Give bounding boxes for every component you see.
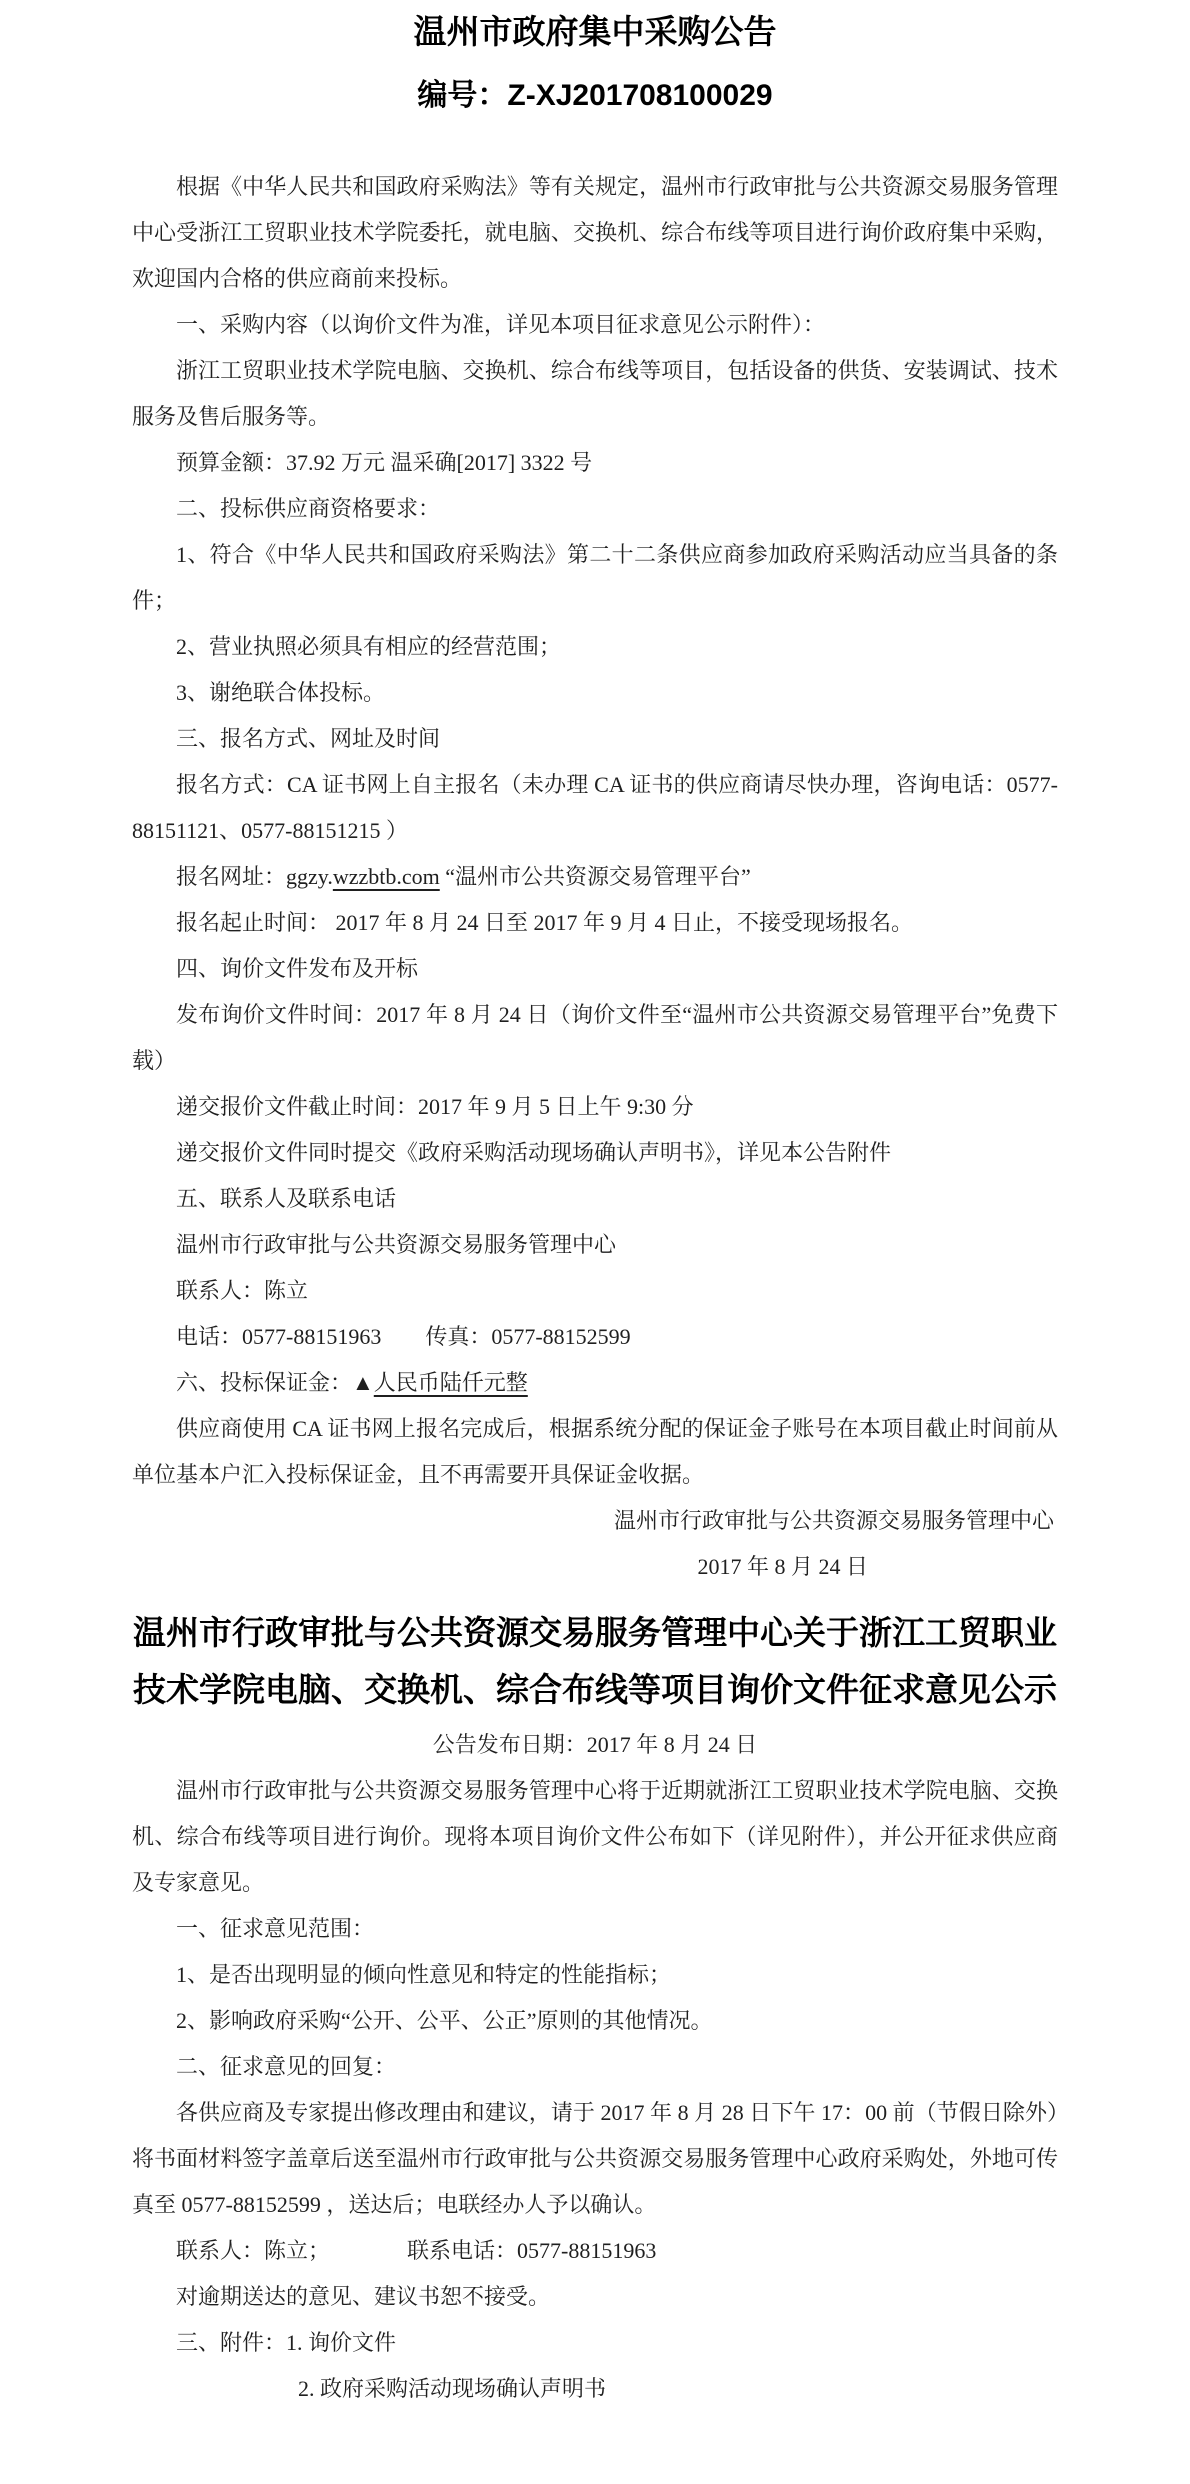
attachment-line-1 xyxy=(132,2320,1058,2366)
text-run: 2017 年 8 月 24 日 xyxy=(697,1554,868,1579)
text-run: 2、影响政府采购“公开、公平、公正”原则的其他情况。 xyxy=(176,2008,713,2033)
text-run: 递交报价文件截止时间：2017 年 9 月 5 日上午 9:30 分 xyxy=(176,1094,694,1119)
org-name xyxy=(132,1222,1058,1268)
announcement-1-body xyxy=(132,164,1058,1590)
underlined-text: 人民币陆仟元整 xyxy=(373,1370,528,1395)
qualification-2 xyxy=(132,624,1058,670)
declaration-note xyxy=(132,1130,1058,1176)
announcement-2-body xyxy=(132,1722,1058,2412)
text-run: 五、联系人及联系电话 xyxy=(176,1186,397,1211)
text-run: 1、是否出现明显的倾向性意见和特定的性能指标； xyxy=(176,1962,672,1987)
section-2-heading xyxy=(132,486,1058,532)
text-run: 二、投标供应商资格要求： xyxy=(176,496,441,521)
registration-url xyxy=(132,854,1058,900)
section-3-heading xyxy=(132,716,1058,762)
text-run: 各供应商及专家提出修改理由和建议，请于 2017 年 8 月 28 日下午 17：00 前（节假日除外）将书面材料签字盖章后送至温州市行政审批与公共资源交易服务管理中心政府采购处，外地可传真至 0577-88152599 ，送达后；电联经办人予以确认。 xyxy=(132,2100,1058,2217)
announcement-2 xyxy=(132,1604,1058,2412)
text-run: 二、征求意见的回复： xyxy=(176,2054,397,2079)
quote-deadline xyxy=(132,1084,1058,1130)
signature-date xyxy=(132,1544,1058,1590)
text-run: 公告发布日期：2017 年 8 月 24 日 xyxy=(432,1732,758,1757)
text-run: 报名起止时间： 2017 年 8 月 24 日至 2017 年 9 月 4 日止，不接受现场报名。 xyxy=(176,910,914,935)
text-run: 三、报名方式、网址及时间 xyxy=(176,726,441,751)
text-run: 供应商使用 CA 证书网上报名完成后，根据系统分配的保证金子账号在本项目截止时间前从单位基本户汇入投标保证金，且不再需要开具保证金收据。 xyxy=(132,1416,1058,1487)
text-run: 电话：0577-88151963 传真：0577-88152599 xyxy=(176,1324,631,1349)
deposit-note xyxy=(132,1406,1058,1498)
text-run: 温州市行政审批与公共资源交易服务管理中心 xyxy=(613,1508,1054,1533)
contact-line xyxy=(132,2228,1058,2274)
text-run: 递交报价文件同时提交《政府采购活动现场确认声明书》，详见本公告附件 xyxy=(176,1140,892,1165)
doc-number: 编号：Z-XJ201708100029 xyxy=(417,79,773,112)
text-run: 2. 政府采购活动现场确认声明书 xyxy=(298,2376,607,2401)
text-run: 联系人：陈立； 联系电话：0577-88151963 xyxy=(176,2238,657,2263)
section-1-heading xyxy=(132,302,1058,348)
reply-paragraph xyxy=(132,2090,1058,2228)
text-run: 发布询价文件时间：2017 年 8 月 24 日（询价文件至“温州市公共资源交易管理平台”免费下载） xyxy=(132,1002,1058,1073)
text-run: 2、营业执照必须具有相应的经营范围； xyxy=(176,634,562,659)
text-run: 3、谢绝联合体投标。 xyxy=(176,680,386,705)
text-run: 一、采购内容（以询价文件为准，详见本项目征求意见公示附件）： xyxy=(176,312,826,337)
section-6-heading xyxy=(132,1360,1058,1406)
phone-fax-line xyxy=(132,1314,1058,1360)
section-4-heading xyxy=(132,946,1058,992)
scope-item-2 xyxy=(132,1998,1058,2044)
page-title: 温州市政府集中采购公告 xyxy=(413,13,777,50)
text-run: 对逾期送达的意见、建议书恕不接受。 xyxy=(176,2284,551,2309)
text-run: 一、征求意见范围： xyxy=(176,1916,375,1941)
overdue-note xyxy=(132,2274,1058,2320)
text-run: 温州市行政审批与公共资源交易服务管理中心 xyxy=(176,1232,617,1257)
text-run: 浙江工贸职业技术学院电脑、交换机、综合布线等项目，包括设备的供货、安装调试、技术服务及售后服务等。 xyxy=(132,358,1058,429)
procurement-content xyxy=(132,348,1058,440)
text-run: 温州市行政审批与公共资源交易服务管理中心将于近期就浙江工贸职业技术学院电脑、交换机、综合布线等项目进行询价。现将本项目询价文件公布如下（详见附件），并公开征求供应商及专家意见。 xyxy=(132,1778,1058,1895)
contact-person xyxy=(132,1268,1058,1314)
registration-method xyxy=(132,762,1058,854)
qualification-1 xyxy=(132,532,1058,624)
text-run: 三、附件：1. 询价文件 xyxy=(176,2330,397,2355)
budget-line xyxy=(132,440,1058,486)
text-run: 六、投标保证金：▲ xyxy=(176,1370,374,1395)
intro-paragraph xyxy=(132,164,1058,302)
section-5-heading xyxy=(132,1176,1058,1222)
announcement-2-title: 温州市行政审批与公共资源交易服务管理中心关于浙江工贸职业技术学院电脑、交换机、综合布线等项目询价文件征求意见公示 xyxy=(133,1614,1057,1708)
registration-period xyxy=(132,900,1058,946)
text-run: 四、询价文件发布及开标 xyxy=(176,956,419,981)
text-run: 预算金额：37.92 万元 温采确[2017] 3322 号 xyxy=(176,450,593,475)
text-run: 1、符合《中华人民共和国政府采购法》第二十二条供应商参加政府采购活动应当具备的条件； xyxy=(132,542,1058,613)
underlined-text: wzzbtb.com xyxy=(332,864,440,889)
qualification-3 xyxy=(132,670,1058,716)
intro-paragraph xyxy=(132,1768,1058,1906)
document-release-time xyxy=(132,992,1058,1084)
announcement-1 xyxy=(132,10,1058,1590)
attachment-line-2 xyxy=(298,2366,1058,2412)
reply-heading xyxy=(132,2044,1058,2090)
text-run: 报名方式：CA 证书网上自主报名（未办理 CA 证书的供应商请尽快办理，咨询电话：0577-88151121、0577-88151215 ） xyxy=(132,772,1058,843)
text-run: 报名网址：ggzy. xyxy=(176,864,333,889)
text-run: 联系人：陈立 xyxy=(176,1278,309,1303)
signature xyxy=(132,1498,1058,1544)
text-run: 根据《中华人民共和国政府采购法》等有关规定，温州市行政审批与公共资源交易服务管理中心受浙江工贸职业技术学院委托，就电脑、交换机、综合布线等项目进行询价政府集中采购，欢迎国内合格的供应商前来投标。 xyxy=(132,174,1058,291)
scope-item-1 xyxy=(132,1952,1058,1998)
scope-heading xyxy=(132,1906,1058,1952)
text-run: “温州市公共资源交易管理平台” xyxy=(439,864,751,889)
publish-date xyxy=(132,1722,1058,1768)
